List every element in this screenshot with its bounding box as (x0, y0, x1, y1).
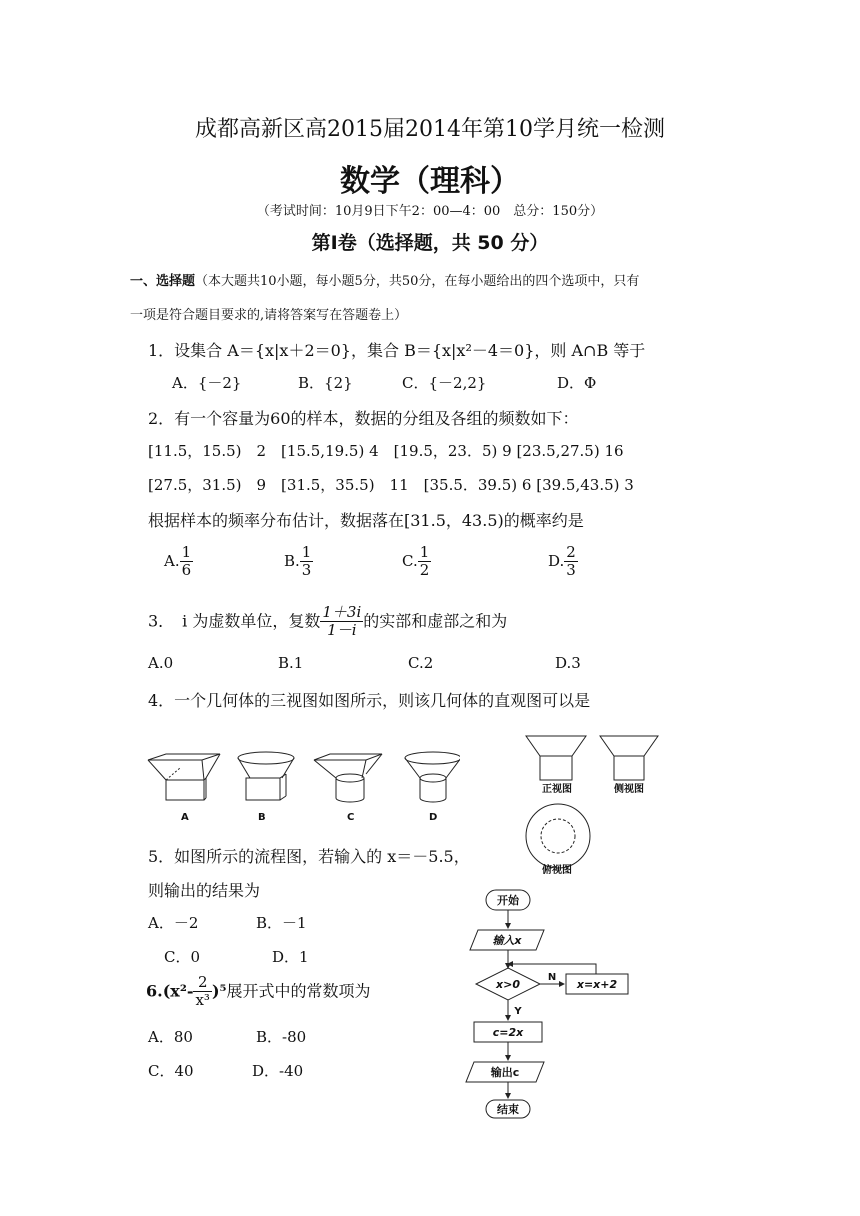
solid-d-icon (405, 752, 460, 802)
q4-solids-figure (140, 748, 460, 828)
flow-input-label: 输入x (492, 934, 522, 947)
q5-stem-2: 则输出的结果为 (148, 881, 261, 900)
q6-option-b: B．-80 (256, 1028, 307, 1046)
top-view-icon (526, 804, 590, 868)
solid-c-icon (314, 754, 382, 802)
q2-option-d-den: 3 (566, 561, 576, 580)
q2-question: 根据样本的频率分布估计，数据落在[31.5，43.5)的概率约是 (148, 511, 584, 530)
q2-option-a: A. $\frac{1}{6}$ (164, 543, 192, 580)
section-instructions-1: （本大题共10小题，每小题5分，共50分，在每小题给出的四个选项中，只有 (195, 274, 640, 289)
flow-start-label: 开始 (497, 894, 519, 907)
q5-option-d: D．1 (272, 948, 309, 966)
q6-num: 2 (193, 974, 211, 992)
q2-option-a-num: 1 (181, 543, 192, 561)
q2-stem: 2．有一个容量为60的样本，数据的分组及各组的频数如下： (148, 409, 579, 428)
q4-three-views-figure (520, 734, 660, 876)
q2-data-row-1: [11.5，15.5) 2 [15.5,19.5) 4 [19.5，23．5) 9 [23.5,27.5) 16 (148, 442, 624, 460)
q2-option-c-den: 2 (419, 561, 430, 580)
volume-title: 第Ⅰ卷（选择题，共 50 分） (311, 232, 549, 254)
q6-power: )⁵ (211, 981, 227, 1001)
q2-option-b-num: 1 (301, 543, 312, 561)
section-heading: 一、选择题 (130, 274, 196, 289)
q1-stem: 1．设集合 A＝{x|x＋2＝0}，集合 B＝{x|x²－4＝0}，则 A∩B 等于 (148, 341, 646, 360)
q3-option-a: A.0 (148, 654, 174, 672)
q6-option-d: D．-40 (252, 1062, 304, 1080)
q3-den: 1－i (327, 621, 357, 640)
flow-update-label: x=x+2 (576, 978, 618, 991)
q5-option-c: C．0 (164, 948, 201, 966)
solid-label-b: B (258, 812, 266, 823)
q5-option-a: A．－2 (148, 914, 199, 932)
q2-option-c-num: 1 (419, 543, 430, 561)
q1-option-a: A．{－2} (172, 374, 242, 392)
q4-stem: 4．一个几何体的三视图如图所示，则该几何体的直观图可以是 (148, 691, 591, 710)
front-view-icon (526, 736, 586, 780)
q5-stem-1: 5．如图所示的流程图，若输入的 x＝－5.5， (148, 847, 470, 866)
q2-data-row-2: [27.5，31.5) 9 [31.5，35.5) 11 [35.5．39.5) 6 [39.5,43.5) 3 (148, 476, 634, 494)
q5-flowchart (460, 888, 640, 1120)
q2-option-b-den: 3 (301, 561, 312, 580)
q1-option-c: C．{－2,2} (402, 374, 487, 392)
flow-no-label: N (547, 972, 557, 983)
section-instructions-2: 一项是符合题目要求的,请将答案写在答题卷上） (130, 308, 408, 323)
q1-option-b: B．{2} (298, 374, 353, 392)
section-heading-line1 (130, 270, 639, 289)
side-view-label: 侧视图 (614, 784, 644, 795)
solid-label-a: A (181, 812, 189, 823)
q2-option-a-den: 6 (181, 561, 192, 580)
q6-option-a: A．80 (148, 1028, 193, 1046)
q3-stem (148, 604, 507, 640)
flow-condition-label: x>0 (496, 978, 520, 991)
solid-label-d: D (429, 812, 438, 823)
side-view-icon (600, 736, 658, 780)
flow-yes-label: Y (514, 1006, 522, 1017)
flow-assign-label: c=2x (492, 1026, 524, 1039)
q3-option-b: B.1 (278, 654, 304, 672)
q6-prefix: 6.(x²- (146, 981, 194, 1001)
solid-label-c: C (347, 812, 355, 823)
flow-end-label: 结束 (497, 1103, 519, 1116)
q6-stem (146, 974, 371, 1010)
exam-title: 成都高新区高2015届2014年第10学月统一检测 (195, 117, 665, 142)
exam-info: （考试时间：10月9日下午2：00—4：00 总分：150分） (256, 204, 604, 219)
q2-option-c: C. $\frac{1}{2}$ (402, 543, 430, 580)
q5-option-b: B．－1 (256, 914, 307, 932)
q3-num: 1＋3i (322, 603, 362, 621)
q1-option-d: D．Φ (557, 374, 597, 392)
q3-suffix: 的实部和虚部之和为 (363, 611, 508, 631)
q2-option-d-num: 2 (566, 543, 576, 561)
q2-option-d: D. $\frac{2}{3}$ (548, 543, 576, 580)
solid-b-icon (238, 752, 294, 800)
q6-suffix: 展开式中的常数项为 (226, 981, 371, 1001)
q3-prefix: 3． i 为虚数单位，复数 (148, 611, 321, 631)
top-view-label: 俯视图 (542, 865, 572, 876)
q6-option-c: C．40 (148, 1062, 194, 1080)
q3-option-d: D.3 (555, 654, 581, 672)
solid-a-icon (148, 754, 220, 800)
q2-option-b: B. $\frac{1}{3}$ (284, 543, 312, 580)
q3-option-c: C.2 (408, 654, 434, 672)
subject-title: 数学（理科） (340, 164, 520, 199)
flow-output-label: 输出c (490, 1066, 520, 1079)
front-view-label: 正视图 (542, 784, 572, 795)
q6-den: x³ (195, 991, 210, 1010)
